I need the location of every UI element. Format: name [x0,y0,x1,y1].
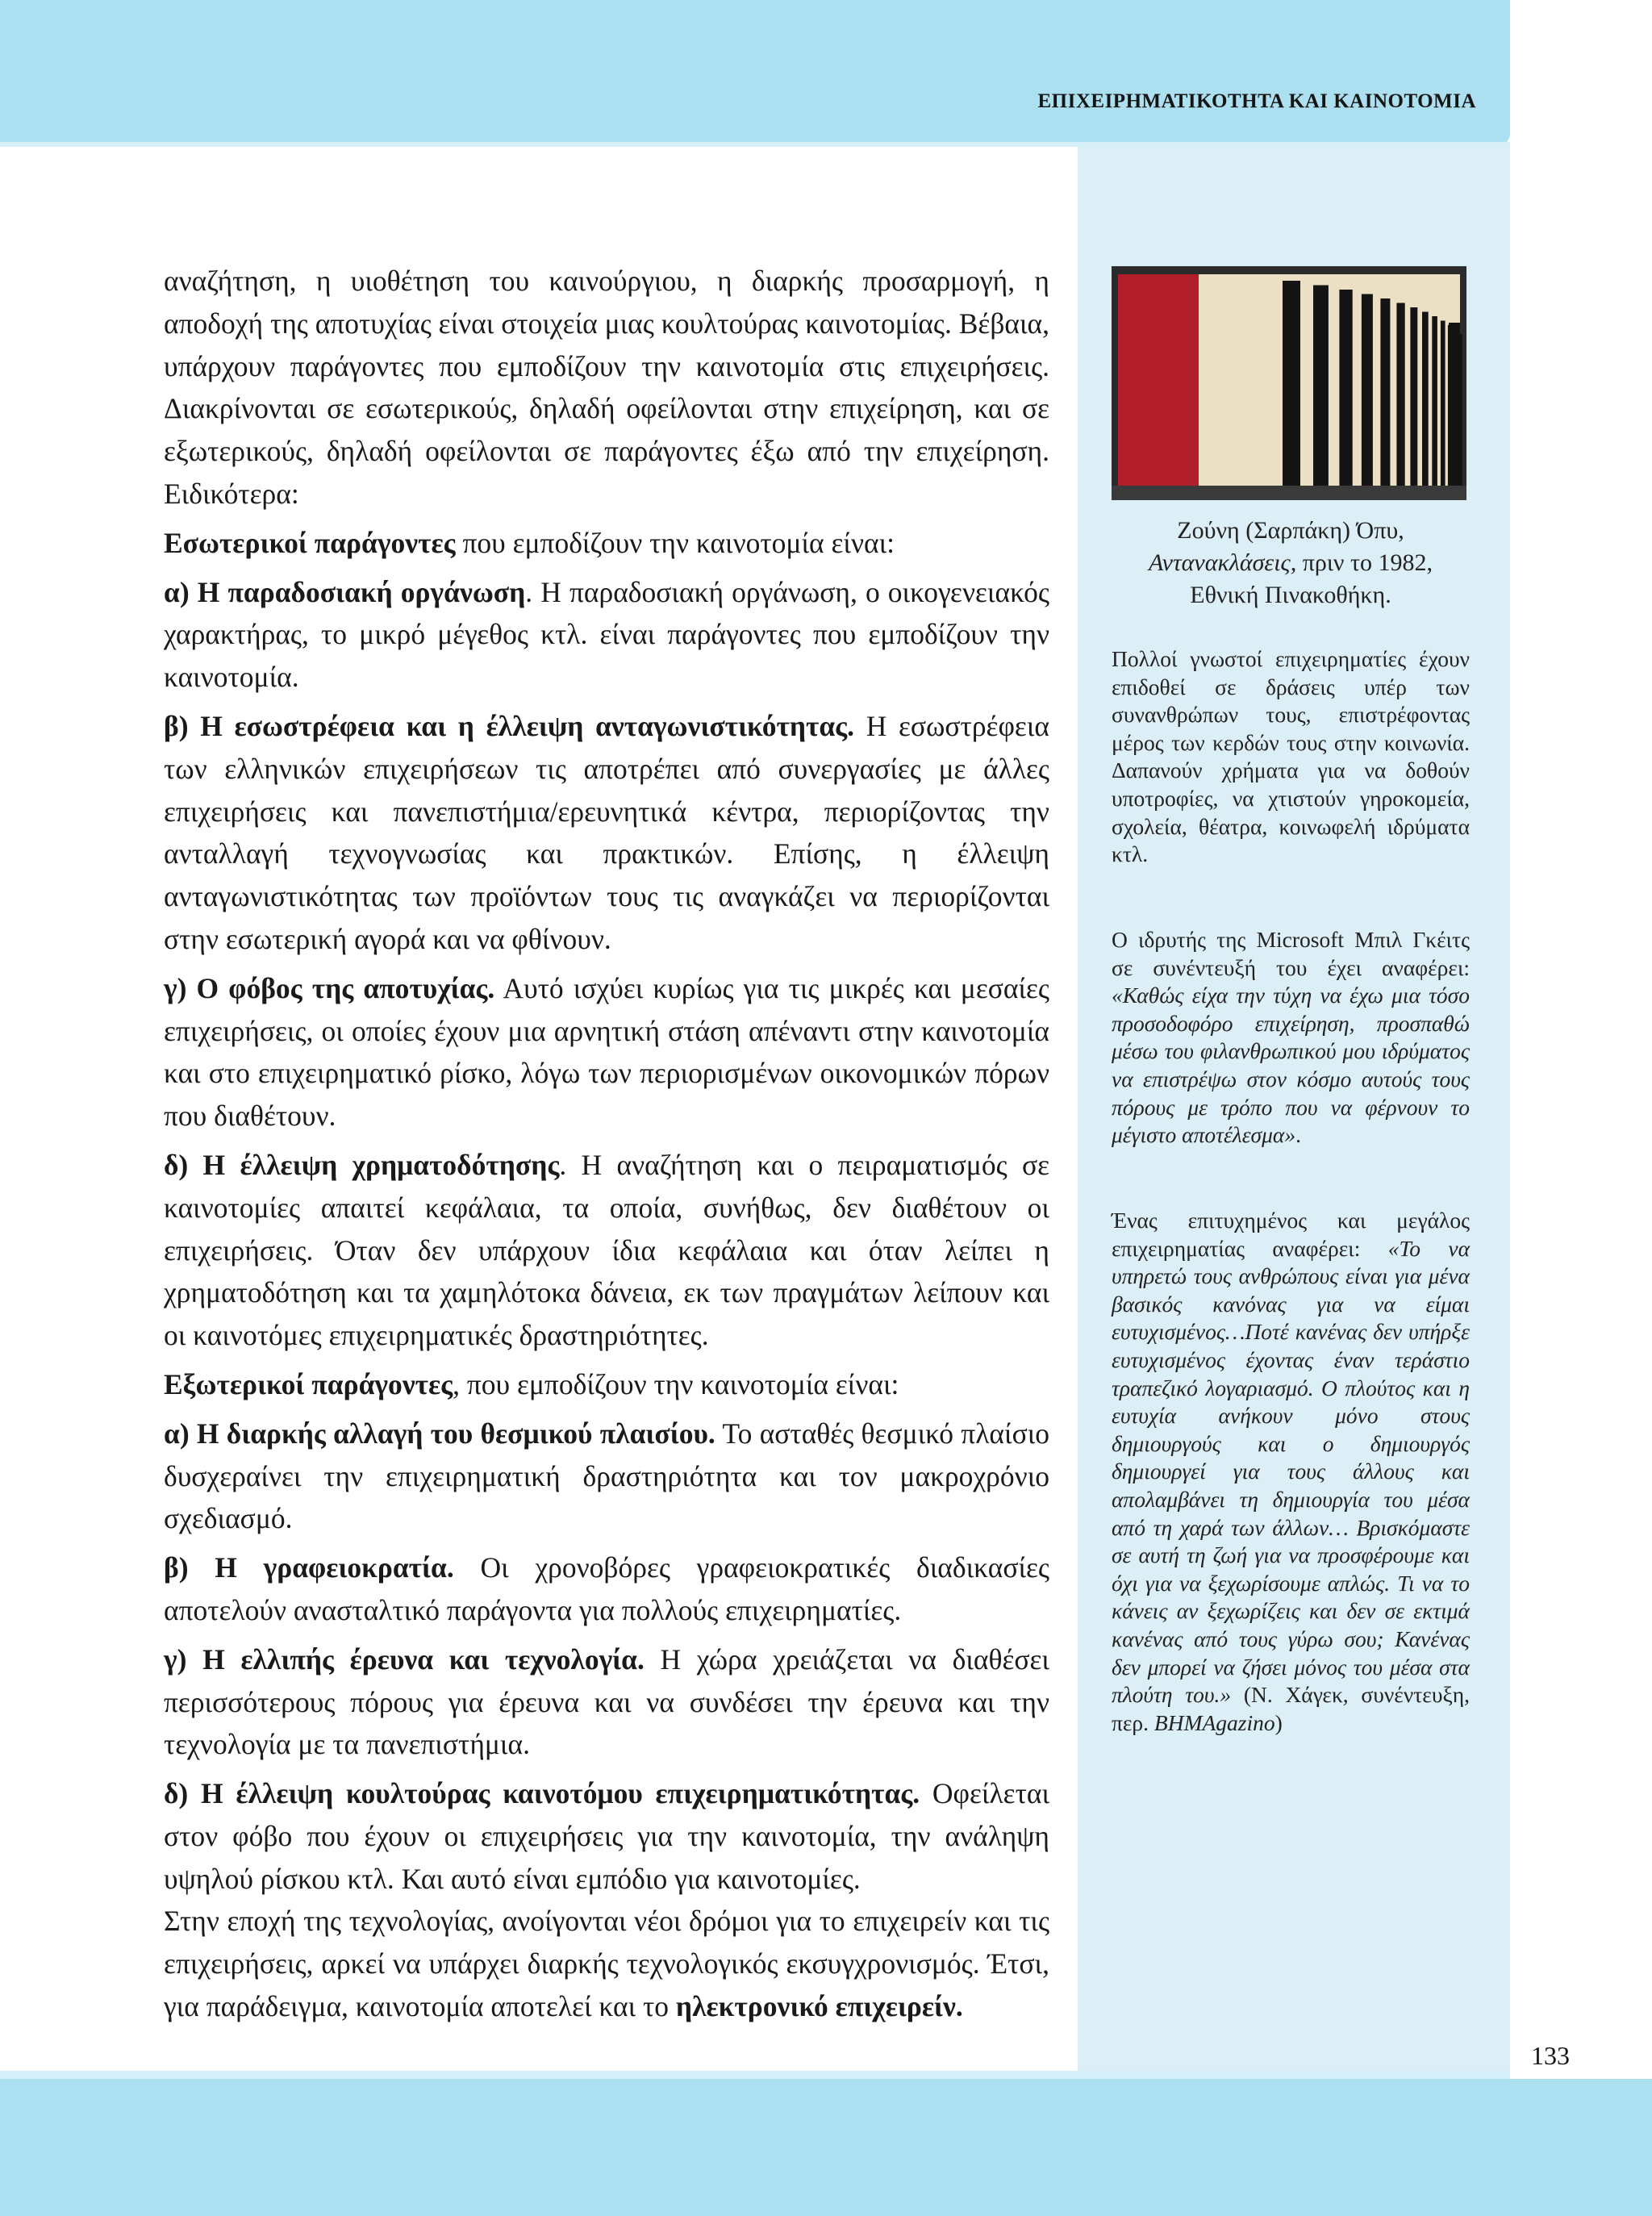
gates-intro: Ο ιδρυτής της Microsoft Μπιλ Γκέιτς σε συνέντευξή του έχει αναφέρει: [1112,927,1470,980]
external-item-d-text: Οφείλεται στον φόβο που έχουν οι επιχειρήσεις για την καινοτομία, την ανάληψη υψηλού ρίσκου κτλ. Και αυτό είναι εμπόδιο για καινοτομίες. [164,1777,1049,1895]
painting-illustration [1112,266,1466,500]
painting-stripe [1432,316,1437,486]
external-factors-heading [164,1363,1049,1406]
internal-item-d [164,1144,1049,1357]
painting-red-panel [1118,274,1199,486]
internal-heading-bold: Εσωτερικοί παράγοντες [164,526,456,559]
footer-rule [0,2071,1510,2079]
internal-item-c-text: Αυτό ισχύει κυρίως για τις μικρές και μεσαίες επιχειρήσεις, οι οποίες έχουν μια αρνητική στάση απέναντι στην καινοτομία και στο επιχειρηματικό ρίσκο, λόγω των περιορισμένων οικονομικών πόρων που διαθέτουν. [164,971,1049,1133]
hayek-source: BHMAgazino [1153,1709,1275,1735]
caption-title-line [1113,547,1468,579]
internal-item-d-text: . Η αναζήτηση και ο πειραματισμός σε καινοτομίες απαιτεί κεφάλαια, τα οποία, συνήθως, δεν διαθέτουν οι επιχειρήσεις. Όταν δεν υπάρχουν ίδια κεφάλαια και όταν λείπει η χρηματοδότηση και τα χαμηλότοκα δάνεια, εκ των πραγμάτων λείπουν και οι καινοτόμες επιχειρηματικές δραστηριότητες. [164,1148,1049,1352]
external-item-d [164,1772,1049,1900]
painting-stripe [1362,294,1373,486]
painting-stripe [1380,298,1390,486]
hayek-intro: Ένας επιτυχημένος και μεγάλος επιχειρηματίας αναφέρει: [1112,1208,1470,1261]
internal-item-d-title: δ) Η έλλειψη χρηματοδότησης [164,1148,560,1181]
sidebar-note-gates [1112,926,1470,1150]
painting-stripe [1422,312,1429,486]
caption-artist: Ζούνη (Σαρπάκη) Όπυ, [1177,517,1404,544]
hayek-close: ) [1274,1709,1283,1735]
external-item-a [164,1413,1049,1540]
internal-item-a [164,571,1049,699]
page-number: 133 [1531,2041,1570,2070]
external-item-b-text: Οι χρονοβόρες γραφειοκρατικές διαδικασίες αποτελούν ανασταλτικό παράγοντα για πολλούς επιχειρηματίες. [164,1551,1049,1626]
gates-end: . [1295,1122,1301,1148]
internal-item-c-title: γ) Ο φόβος της αποτυχίας. [164,971,495,1004]
painting-stripe [1396,303,1404,486]
painting-stripe [1441,321,1446,486]
main-text-column [164,260,1049,2034]
external-item-a-title: α) Η διαρκής αλλαγή του θεσμικού πλαισίου. [164,1417,715,1450]
gates-quote: «Καθώς είχα την τύχη να έχω μια τόσο προσοδοφόρο επιχείρηση, προσπαθώ μέσω του φιλανθρωπικού μου ιδρύματος να επιστρέψω στον κόσμο αυτούς τους πόρους με τρόπο που να φέρνουν το μέγιστο αποτέλεσμα» [1112,983,1470,1148]
sidebar-note-hayek [1112,1207,1470,1737]
caption-date: πριν το 1982, [1296,549,1433,576]
internal-item-a-text: . Η παραδοσιακή οργάνωση, ο οικογενειακός χαρακτήρας, το μικρό μέγεθος κτλ. είναι παράγοντες που εμποδίζουν την καινοτομία. [164,575,1049,694]
external-item-b [164,1546,1049,1632]
hayek-attribution: (Ν. Χάγεκ, συνέντευξη, περ. [1112,1682,1470,1735]
sidebar-note-philanthropy: Πολλοί γνωστοί επιχειρηματίες έχουν επιδοθεί σε δράσεις υπέρ των συνανθρώπων τους, επιστρέφοντας μέρος των κερδών τους στην κοινωνία. Δαπανούν χρήματα για να δοθούν υποτροφίες, να χτιστούν γηροκομεία, σχολεία, θέατρα, κοινωφελή ιδρύματα κτλ. [1112,646,1470,867]
external-heading-bold: Εξωτερικοί παράγοντες [164,1367,453,1400]
internal-item-b-text: Η εσωστρέφεια των ελληνικών επιχειρήσεων τις αποτρέπει από συνεργασίες με άλλες επιχειρήσεις και πανεπιστήμια/ερευνητικά κέντρα, περιορίζοντας την ανταλλαγή τεχνογνωσίας και πρακτικών. Επίσης, η έλλειψη ανταγωνιστικότητας των προϊόντων τους τις αναγκάζει να περιορίζονται στην εσωτερική αγορά και να φθίνουν. [164,709,1049,955]
external-item-a-text: Το ασταθές θεσμικό πλαίσιο δυσχεραίνει την επιχειρηματική δραστηριότητα και τον μακροχρόνιο σχεδιασμό. [164,1417,1050,1535]
external-item-b-title: β) Η γραφειοκρατία. [164,1551,454,1584]
external-item-c-text: Η χώρα χρειάζεται να διαθέσει περισσότερους πόρους για έρευνα και να συνδέσει την έρευνα και την τεχνολογία με τα πανεπιστήμια. [164,1642,1049,1761]
external-item-c [164,1638,1049,1766]
painting-stripe [1410,307,1417,486]
painting-base [1112,486,1466,500]
header-band [0,0,1510,145]
running-head: ΕΠΙΧΕΙΡΗΜΑΤΙΚΟΤΗΤΑ ΚΑΙ ΚΑΙΝΟΤΟΜΙΑ [1037,90,1476,112]
caption-museum: Εθνική Πινακοθήκη. [1190,582,1391,608]
internal-item-a-title: α) Η παραδοσιακή οργάνωση [164,575,526,608]
footer-band [0,2079,1652,2216]
internal-item-b-title: β) Η εσωστρέφεια και η έλλειψη ανταγωνιστικότητας. [164,709,855,742]
painting-stripe [1283,281,1300,486]
closing-paragraph [164,1900,1049,2027]
internal-heading-rest: που εμποδίζουν την καινοτομία είναι: [455,526,895,559]
closing-bold: ηλεκτρονικό επιχειρείν. [675,1990,963,2023]
painting-caption [1113,515,1468,611]
painting-stripe [1313,286,1329,486]
external-item-c-title: γ) Η ελλιπής έρευνα και τεχνολογία. [164,1642,645,1676]
intro-paragraph: αναζήτηση, η υιοθέτηση του καινούργιου, η διαρκής προσαρμογή, η αποδοχή της αποτυχίας είναι στοιχεία μιας κουλτούρας καινοτομίας. Βέβαια, υπάρχουν παράγοντες που εμποδίζουν την καινοτομία στις επιχειρήσεις. Διακρίνονται σε εσωτερικούς, δηλαδή οφείλονται στην επιχείρηση, και σε εξωτερικούς, δηλαδή οφείλονται σε παράγοντες έξω από την επιχείρηση. Ειδικότερα: [164,265,1050,510]
external-item-d-title: δ) Η έλλειψη κουλτούρας καινοτόμου επιχειρηματικότητας. [164,1777,920,1810]
external-heading-rest: , που εμποδίζουν την καινοτομία είναι: [453,1367,899,1400]
painting-image [1112,266,1466,500]
internal-item-c [164,967,1049,1137]
hayek-quote: «Το να υπηρετώ τους ανθρώπους είναι για μένα βασικός κανόνας για να είμαι ευτυχισμένος…Ποτέ κανένας δεν υπήρξε ευτυχισμένος έχοντας έναν τεράστιο τραπεζικό λογαριασμό. Ο πλούτος και η ευτυχία ανήκουν μόνο στους δημιουργούς και ο δημιουργός δημιουργεί για τους άλλους και απολαμβάνει τη δημιουργία του μέσα από τη χαρά των άλλων… Βρισκόμαστε σε αυτή τη ζωή για να προσφέρουμε και όχι για να ξεχωρίσουμε απλώς. Τι να το κάνεις αν ξεχωρίζεις και δεν σε εκτιμά κανένας από τους γύρω σου; Κανένας δεν μπορεί να ζήσει μόνος του μέσα στα πλούτη του.» [1112,1235,1471,1708]
painting-stripe [1339,290,1352,486]
caption-title: Αντανακλάσεις, [1148,549,1297,576]
internal-item-b [164,705,1049,961]
painting-stripe-vanish [1449,323,1460,486]
closing-text: Στην εποχή της τεχνολογίας, ανοίγονται νέοι δρόμοι για το επιχειρείν και τις επιχειρήσεις, αρκεί να υπάρχει διαρκής τεχνολογικός εκσυγχρονισμός. Έτσι, για παράδειγμα, καινοτομία αποτελεί και το [164,1905,1049,2023]
internal-factors-heading [164,522,1049,565]
